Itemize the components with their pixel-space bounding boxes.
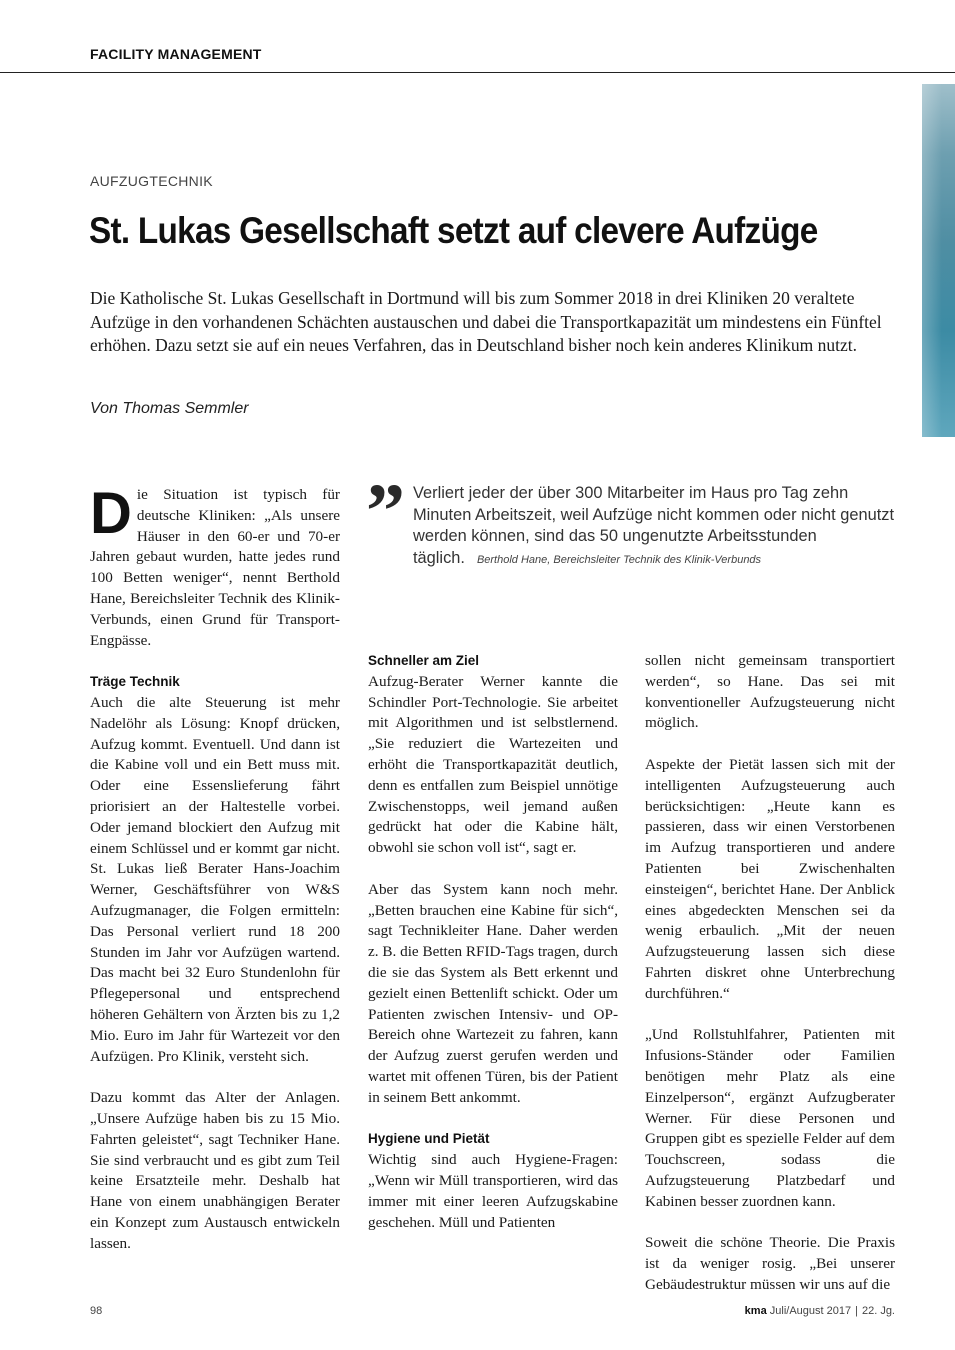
footer-issue-info	[745, 1305, 895, 1317]
subheading: Schneller am Ziel	[368, 653, 480, 668]
pull-quote-attribution: Berthold Hane, Bereichsleiter Technik des Klinik-Verbunds	[476, 553, 762, 566]
volume-number: 22. Jg.	[861, 1305, 895, 1317]
header-divider	[0, 72, 955, 73]
paragraph-text: ie Situation ist typisch für deutsche Kliniken: „Als unsere Häuser in den 60-er und 70-er Jahren gebaut wurden, hatte jedes rund 100 Betten weniger“, nennt Berthold Hane, Bereichsleiter Technik des Klinik-Verbunds, einen Grund für Transport-Engpässe.	[90, 486, 340, 649]
paragraph: „Und Rollstuhlfahrer, Patienten mit Infusions-Ständer oder Familien benötigen mehr Platz als eine Einzelperson“, ergänzt Aufzugberater Werner. Für diese Personen und Gruppen gibt es spezielle Felder auf dem Touchscreen, sodass die Aufzugsteuerung Platzbedarf und Kabinen besser zuordnen kann.	[645, 1026, 895, 1210]
subheading: Hygiene und Pietät	[368, 1131, 490, 1147]
paragraph: sollen nicht gemeinsam transportiert werden“, so Hane. Das sei mit konventioneller Aufzugsteuerung nicht möglich.	[645, 652, 895, 732]
issue-date: Juli/August 2017	[769, 1305, 852, 1317]
subheading: Träge Technik	[90, 674, 180, 690]
footer-separator: |	[855, 1305, 858, 1317]
paragraph: Aspekte der Pietät lassen sich mit der intelligenten Aufzugsteuerung auch berücksichtigen: „Heute kann es passieren, dass wir einen Verstorbenen im Aufzug transportieren und andere Patienten bei Zwischenhalten einsteigen“, berichtet Hane. Der Anblick eines abgedeckten Menschen sei da wenig erbaulich. „Mit der neuen Aufzugsteuerung lassen sich diese Fahrten diskret ohne Unterbrechung durchführen.“	[645, 755, 895, 1002]
paragraph	[90, 481, 340, 651]
pull-quote-text: Verliert jeder der über 300 Mitarbeiter im Haus pro Tag zehn Minuten Arbeitszeit, weil Aufzüge nicht kommen oder nicht genutzt werden können, sind das 50 ungenutzte Arbeitsstunden täglich.	[413, 484, 895, 567]
article-lead: Die Katholische St. Lukas Gesellschaft in Dortmund will bis zum Sommer 2018 in drei Kliniken 20 veraltete Aufzüge in den vorhandenen Schächten austauschen und dabei die Transportkapazität um mindestens ein Fünftel erhöhen. Dazu setzt sie auf ein neues Verfahren, das in Deutschland bisher noch kein anderes Klinikum nutzt.	[90, 288, 882, 356]
section-header: FACILITY MANAGEMENT	[90, 46, 262, 62]
decorative-photo-strip	[922, 84, 955, 437]
page-number: 98	[90, 1305, 103, 1317]
paragraph: Wichtig sind auch Hygiene-Fragen: „Wenn wir Müll transportieren, wird das immer mit einer leeren Aufzugskabine geschehen. Müll und Patienten	[368, 1151, 618, 1231]
paragraph: Soweit die schöne Theorie. Die Praxis ist da weniger rosig. „Bei unserer Gebäudestruktur müssen wir uns auf die	[645, 1234, 895, 1293]
column-3	[645, 651, 895, 1296]
paragraph: Aufzug-Berater Werner kannte die Schindler Port-Technologie. Sie arbeitet mit Algorithmen und ist selbstlernend. „Sie reduziert die Wartezeiten und erhöht die Transportkapazität deutlich, denn es entfallen zum Beispiel unnötige Zwischenstopps, weil jemand außen gedrückt hat oder die Kabine hält, obwohl sie schon voll ist“, sagt er.	[368, 672, 618, 857]
pull-quote	[413, 483, 903, 571]
magazine-brand: kma	[744, 1305, 767, 1317]
column-1	[90, 481, 340, 1254]
paragraph: Aber das System kann noch mehr. „Betten brauchen eine Kabine für sich“, sagt Technikleiter Hane. Daher werden z. B. die Betten RFID-Tags tragen, durch die sie das System als Bett erkennt und gezielt einen Bettenlift schickt. Oder um Patienten zwischen Intensiv- und OP-Bereich ohne Wartezeit zu fahren, kann der Aufzug zuerst gerufen werden und wartet mit offenen Türen, bis der Patient in seinem Bett ankommt.	[368, 880, 618, 1106]
article-title: St. Lukas Gesellschaft setzt auf clevere Aufzüge	[89, 210, 818, 251]
article-byline: Von Thomas Semmler	[90, 400, 249, 417]
article-kicker: AUFZUGTECHNIK	[90, 173, 213, 189]
drop-cap: D	[90, 481, 132, 546]
paragraph: Dazu kommt das Alter der Anlagen. „Unsere Aufzüge haben bis zu 15 Mio. Fahrten geleistet“, sagt Techniker Hane. Sie sind verbraucht und es gibt zum Teil keine Ersatzteile mehr. Deshalb hat Hane von einem unabhängigen Berater ein Konzept zum Austausch entwickeln lassen.	[90, 1089, 340, 1252]
paragraph: Auch die alte Steuerung ist mehr Nadelöhr als Lösung: Knopf drücken, Aufzug kommt. Eventuell. Und dann ist die Kabine voll und ein Bett muss mit. Oder eine Essenslieferung fährt priorisiert an der Haltestelle vorbei. Oder jemand blockiert den Aufzug mit einem Schlüssel und er kommt gar nicht. St. Lukas ließ Berater Hans-Joachim Werner, Geschäftsführer von W&S Aufzugmanager, die Folgen ermitteln: Das Personal verliert rund 18 200 Stunden im Jahr vor Aufzügen wartend. Das macht bei 32 Euro Stundenlohn für Pflegepersonal und entsprechend höheren Gehältern von Ärzten bis zu 1,2 Mio. Euro im Jahr für Wartezeit vor den Aufzügen. Pro Klinik, versteht sich.	[90, 693, 340, 1065]
quote-mark-icon: ”	[366, 467, 405, 554]
column-2	[368, 651, 618, 1233]
